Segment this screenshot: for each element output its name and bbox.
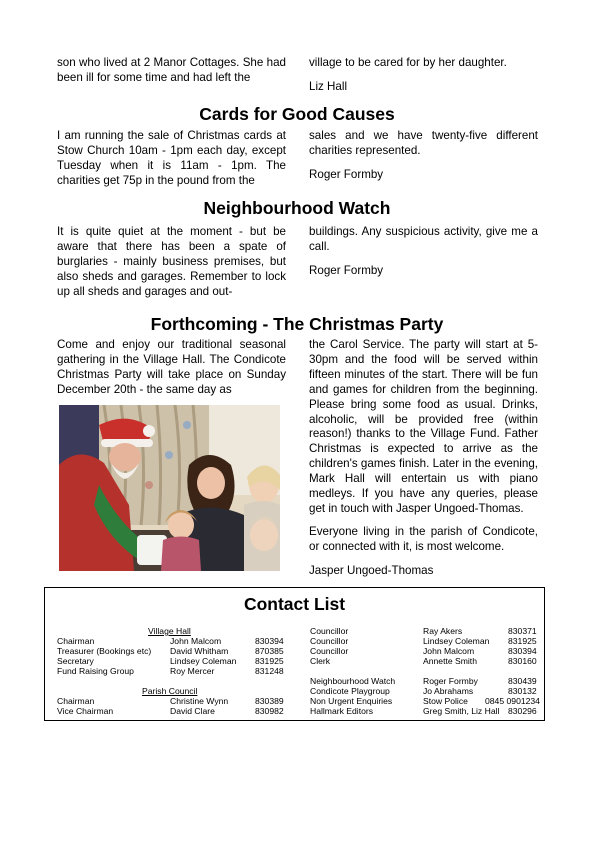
council-table xyxy=(310,626,540,666)
parish-council-heading: Parish Council xyxy=(142,686,198,696)
watch-left-text: It is quite quiet at the moment - but be aware that there has been a spate of burglaries - mainly business premises, but also sheds and garages. Remember to lock up all sheds and garages and out- xyxy=(57,225,286,298)
parish-council-table xyxy=(57,696,299,716)
party-right-text: the Carol Service. The party will start at 5-30pm and the food will be served within fifteen minutes of the start. There will be fun and games for children from the beginning. Please bring some food as usual. Drinks, alcoholic, will be provided free (within reason!) thanks to the Village Fund. Father Christmas is expected to arrive as the children's games finish. Later in the evening, Mark Hall will entertain us with piano medleys. If you have any queries, please get in touch with Jasper Ungoed-Thomas. xyxy=(309,338,538,515)
watch-left-column xyxy=(57,225,286,300)
village-hall-heading: Village Hall xyxy=(148,626,191,636)
top-right-column xyxy=(309,56,538,95)
watch-right-text: buildings. Any suspicious activity, give me a call. xyxy=(309,225,538,253)
contact-row: Neighbourhood Watch Roger Formby 830439 xyxy=(310,676,537,686)
contact-row: Hallmark Editors Greg Smith, Liz Hall 830296 xyxy=(310,706,537,716)
top-left-text: son who lived at 2 Manor Cottages. She had been ill for some time and had left the xyxy=(57,56,286,84)
contact-row: Chairman Christine Wynn 830389 xyxy=(57,696,284,706)
cards-right-column xyxy=(309,129,538,183)
contact-row: Clerk Annette Smith 830160 xyxy=(310,656,537,666)
watch-heading: Neighbourhood Watch xyxy=(203,198,391,218)
contact-row: Fund Raising Group Roy Mercer 831248 xyxy=(57,666,284,676)
watch-signature: Roger Formby xyxy=(309,263,384,277)
contact-list-title: Contact List xyxy=(243,594,346,614)
other-contacts-table xyxy=(310,676,540,716)
party-photo-illustration xyxy=(59,405,280,571)
cards-right-text: sales and we have twenty-five different charities represented. xyxy=(309,129,538,157)
top-left-column xyxy=(57,56,286,86)
cards-heading: Cards for Good Causes xyxy=(199,104,395,124)
watch-right-column xyxy=(309,225,538,279)
party-heading: Forthcoming - The Christmas Party xyxy=(150,314,444,334)
contact-row: Non Urgent Enquiries Stow Police 0845 0901234 xyxy=(310,696,540,706)
party-signature: Jasper Ungoed-Thomas xyxy=(309,563,434,577)
party-welcome-text: Everyone living in the parish of Condicote, or connected with it, is most welcome. xyxy=(309,524,538,553)
top-signature: Liz Hall xyxy=(309,79,348,93)
party-right-column xyxy=(309,338,538,579)
contact-row: Councillor Lindsey Coleman 831925 xyxy=(310,636,537,646)
party-left-column xyxy=(57,338,286,398)
contact-row: Councillor Ray Akers 830371 xyxy=(310,626,537,636)
village-hall-table xyxy=(57,636,299,676)
cards-signature: Roger Formby xyxy=(309,167,384,181)
contact-row: Chairman John Malcom 830394 xyxy=(57,636,284,646)
party-left-text: Come and enjoy our traditional seasonal gathering in the Village Hall. The Condicote Christmas Party will take place on Sunday December 20th - the same day as xyxy=(57,338,286,396)
contact-row: Condicote Playgroup Jo Abrahams 830132 xyxy=(310,686,537,696)
contact-list-box xyxy=(44,587,545,721)
cards-left-column xyxy=(57,129,286,189)
contact-row: Vice Chairman David Clare 830982 xyxy=(57,706,284,716)
contact-row: Secretary Lindsey Coleman 831925 xyxy=(57,656,284,666)
contact-row: Councillor John Malcom 830394 xyxy=(310,646,537,656)
contact-row: Treasurer (Bookings etc) David Whitham 870385 xyxy=(57,646,284,656)
cards-left-text: I am running the sale of Christmas cards at Stow Church 10am - 1pm each day, except Tuesday when it is 11am - 1pm. The charities get 75p in the pound from the xyxy=(57,129,286,187)
christmas-party-photo xyxy=(59,405,280,571)
top-right-text: village to be cared for by her daughter. xyxy=(309,56,507,69)
